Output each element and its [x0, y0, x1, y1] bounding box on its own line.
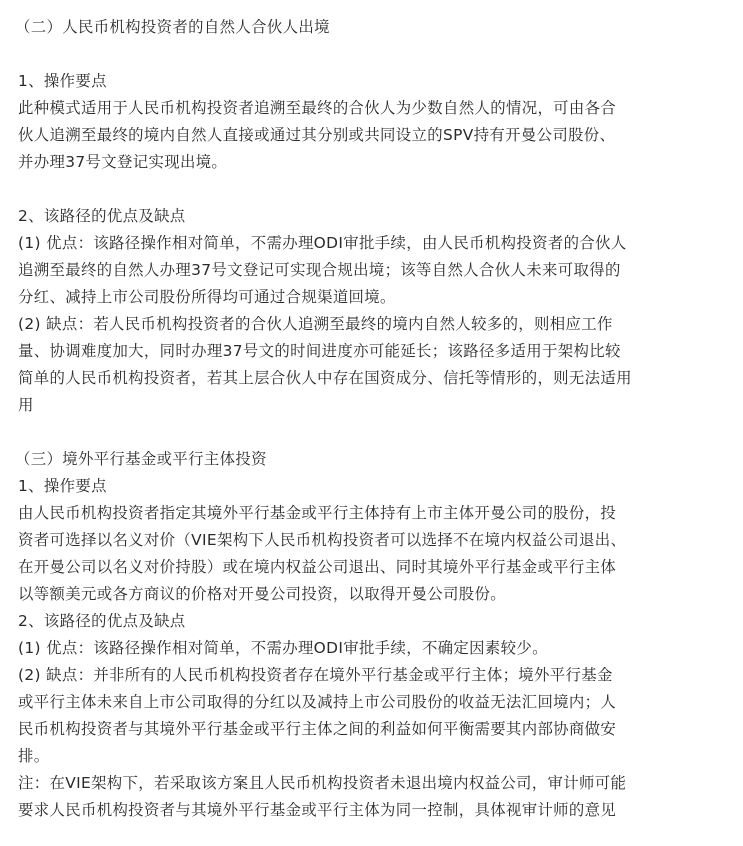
section-2-disadvantage-line: 用: [18, 396, 34, 414]
section-2-point-1-line: 此种模式适用于人民币机构投资者追溯至最终的合伙人为少数自然人的情况，可由各合: [18, 99, 617, 117]
spacer: [18, 41, 708, 68]
section-2-point-1-line: 伙人追溯至最终的境内自然人直接或通过其分别或共同设立的SPV持有开曼公司股份、: [18, 126, 616, 144]
section-3-point-2-heading: 2、该路径的优点及缺点: [18, 612, 186, 630]
section-2-disadvantage-line: (2) 缺点：若人民币机构投资者的合伙人追溯至最终的境内自然人较多的，则相应工作: [18, 315, 613, 333]
section-2-point-1-heading: 1、操作要点: [18, 72, 107, 90]
section-3-note-line: 要求人民币机构投资者与其境外平行基金或平行主体为同一控制，具体视审计师的意见: [18, 801, 617, 819]
section-2-advantage-line: 分红、减持上市公司股份所得均可通过合规渠道回境。: [18, 288, 396, 306]
section-2-disadvantage-line: 量、协调难度加大，同时办理37号文的时间进度亦可能延长；该路径多适用于架构比较: [18, 342, 621, 360]
section-3-point-1-line: 由人民币机构投资者指定其境外平行基金或平行主体持有上市主体开曼公司的股份，投: [18, 504, 617, 522]
section-3-disadvantage-line: 或平行主体未来自上市公司取得的分红以及减持上市公司股份的收益无法汇回境内；人: [18, 693, 617, 711]
section-2-title: （二）人民币机构投资者的自然人合伙人出境: [15, 18, 330, 36]
section-3-disadvantage-line: 民币机构投资者与其境外平行基金或平行主体之间的利益如何平衡需要其内部协商做安: [18, 720, 617, 738]
spacer: [18, 419, 708, 446]
section-3-point-1-line: 以等额美元或各方商议的价格对开曼公司投资，以取得开曼公司股份。: [18, 585, 506, 603]
section-3-point-1-heading: 1、操作要点: [18, 477, 107, 495]
section-2-point-1-line: 并办理37号文登记实现出境。: [18, 153, 228, 171]
section-2-point-2-heading: 2、该路径的优点及缺点: [18, 207, 186, 225]
document-body: [15, 14, 708, 824]
section-3-title: （三）境外平行基金或平行主体投资: [15, 450, 267, 468]
section-3-disadvantage-line: (2) 缺点：并非所有的人民币机构投资者存在境外平行基金或平行主体；境外平行基金: [18, 666, 613, 684]
section-3-note-line: 注：在VIE架构下，若采取该方案且人民币机构投资者未退出境内权益公司，审计师可能: [18, 774, 627, 792]
section-2-advantage-line: 追溯至最终的自然人办理37号文登记可实现合规出境；该等自然人合伙人未来可取得的: [18, 261, 621, 279]
section-3-point-1-line: 资者可选择以名义对价（VIE架构下人民币机构投资者可以选择不在境内权益公司退出、: [18, 531, 627, 549]
section-3-advantage-line: (1) 优点：该路径操作相对简单，不需办理ODI审批手续，不确定因素较少。: [18, 639, 548, 657]
section-3-disadvantage-line: 排。: [18, 747, 50, 765]
section-2-advantage-line: (1) 优点：该路径操作相对简单，不需办理ODI审批手续，由人民币机构投资者的合伙人: [18, 234, 627, 252]
spacer: [18, 176, 708, 203]
section-3-point-1-line: 在开曼公司以名义对价持股）或在境内权益公司退出、同时其境外平行基金或平行主体: [18, 558, 617, 576]
section-2-disadvantage-line: 简单的人民币机构投资者，若其上层合伙人中存在国资成分、信托等情形的，则无法适用: [18, 369, 632, 387]
